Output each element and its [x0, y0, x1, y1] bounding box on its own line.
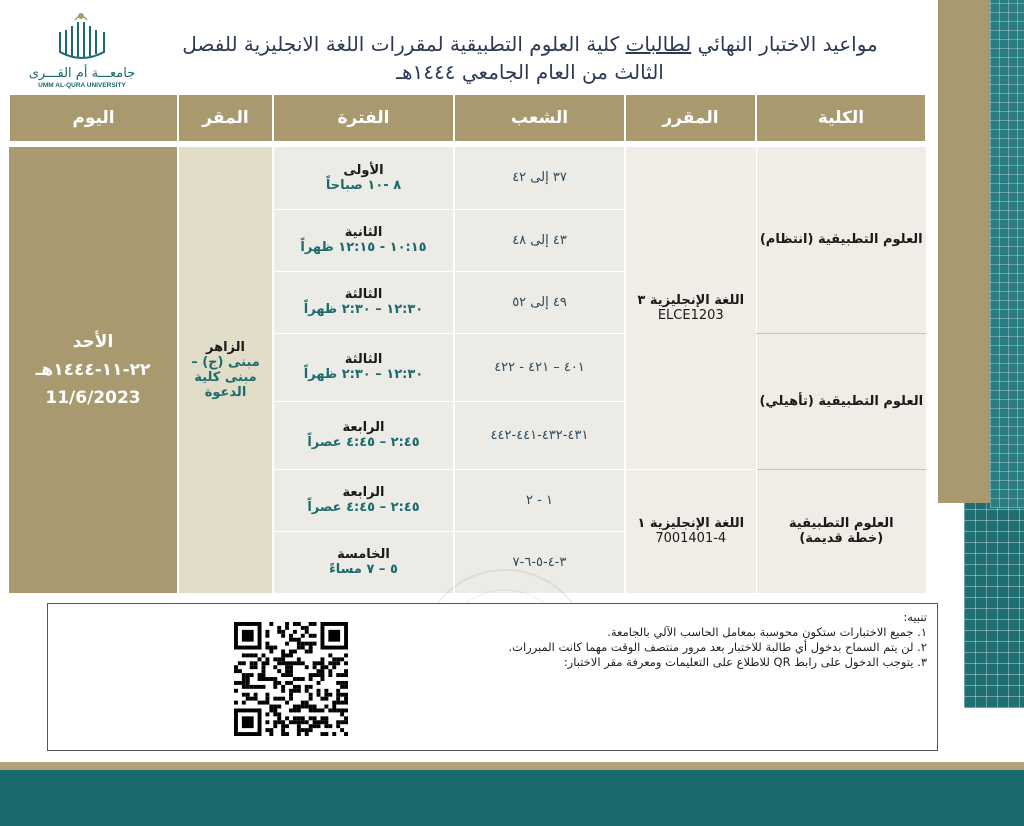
logo-emblem-icon: [22, 8, 142, 66]
period-name: الثانية: [344, 225, 383, 240]
right-pattern-strip: [990, 0, 1024, 508]
venue-cell: [178, 147, 273, 593]
venue-line: مبنى (ج) –: [191, 355, 260, 370]
period-time: ٢:٤٥ – ٤:٤٥ عصراً: [307, 435, 420, 450]
notice-item: ٣. يتوجب الدخول على رابط QR للاطلاع على التعليمات ومعرفة مقر الاختبار:: [563, 655, 927, 669]
period-cell: [273, 271, 454, 333]
notice-text: [407, 610, 927, 670]
college-cell: العلوم التطبيقية (انتظام): [756, 147, 926, 333]
venue-line: الدعوة: [204, 385, 247, 400]
course-code: ELCE1203: [657, 307, 724, 323]
title-underlined-word: لطالبات: [625, 32, 692, 56]
sections-cell: ٣-٤-٥-٦-٧: [454, 531, 625, 593]
logo-english-text: UMM AL-QURA UNIVERSITY: [38, 82, 126, 89]
course-code: 7001401-4: [655, 531, 727, 547]
notice-box: [47, 603, 938, 751]
table-header-row: [9, 95, 926, 141]
course-name: اللغة الإنجليزية ٣: [637, 292, 745, 308]
title-text-b: كلية العلوم التطبيقية لمقررات اللغة الانجليزية للفصل: [182, 32, 626, 56]
header-day: اليوم: [9, 95, 178, 141]
bottom-teal-band: [0, 770, 1024, 826]
period-time: ١٠:١٥ - ١٢:١٥ ظهراً: [300, 240, 427, 255]
college-cell: [756, 469, 926, 593]
sections-cell: ٤٠١ – ٤٢١ - ٤٢٢: [454, 333, 625, 401]
header-college: الكلية: [756, 95, 926, 141]
sections-cell: ٤٣ إلى ٤٨: [454, 209, 625, 271]
sections-cell: ١ - ٢: [454, 469, 625, 531]
period-cell: [273, 401, 454, 469]
period-time: ٥ – ٧ مساءً: [329, 562, 398, 577]
period-cell: [273, 469, 454, 531]
exam-schedule-table: [8, 95, 927, 594]
title-text-a: مواعيد الاختبار النهائي: [691, 32, 878, 56]
header-venue: المقر: [178, 95, 273, 141]
title-line-2: الثالث من العام الجامعي ١٤٤٤هـ: [396, 60, 664, 84]
sections-cell: ٤٩ إلى ٥٢: [454, 271, 625, 333]
college-plan: (خطة قديمة): [799, 531, 884, 547]
sections-cell: ٣٧ إلى ٤٢: [454, 147, 625, 209]
page-title: [160, 30, 900, 86]
period-name: الرابعة: [342, 420, 385, 435]
period-cell: [273, 209, 454, 271]
notice-item: ٢. لن يتم السماح بدخول أي طالبة للاختبار بعد مرور منتصف الوقت مهما كانت المبررات.: [508, 640, 927, 654]
period-name: الأولى: [343, 162, 384, 178]
header-period: الفترة: [273, 95, 454, 141]
period-time: ٨ -١٠ صباحاً: [325, 177, 402, 193]
logo-arabic-text: جامعـــة أم القـــرى: [28, 66, 136, 81]
college-name: العلوم التطبيقية: [788, 516, 894, 532]
table-row: [9, 147, 926, 209]
period-cell: [273, 333, 454, 401]
day-gregorian-date: 11/6/2023: [45, 388, 141, 408]
gold-side-panel: [938, 0, 990, 503]
header-sections: الشعب: [454, 95, 625, 141]
period-time: ١٢:٣٠ – ٢:٣٠ ظهراً: [303, 302, 424, 317]
day-name: الأحد: [72, 332, 114, 352]
notice-item: ١. جميع الاختبارات ستكون محوسبة بمعامل الحاسب الآلي بالجامعة.: [607, 625, 927, 639]
period-name: الثالثة: [344, 287, 383, 302]
period-name: الثالثة: [344, 352, 383, 367]
course-cell: [625, 469, 756, 593]
bottom-gold-stripe: [0, 762, 1024, 770]
period-name: الخامسة: [337, 547, 390, 562]
notice-title: تنبيه:: [903, 610, 927, 624]
venue-line: مبنى كلية: [194, 370, 257, 385]
period-cell: [273, 147, 454, 209]
college-cell: العلوم التطبيقية (تأهيلي): [756, 333, 926, 469]
qr-code-icon[interactable]: [234, 622, 348, 736]
period-time: ١٢:٣٠ – ٢:٣٠ ظهراً: [303, 367, 424, 382]
period-time: ٢:٤٥ – ٤:٤٥ عصراً: [307, 500, 420, 515]
venue-line: الزاهر: [206, 340, 245, 355]
course-name: اللغة الإنجليزية ١: [637, 516, 745, 532]
period-name: الرابعة: [342, 485, 385, 500]
day-cell: [9, 147, 178, 593]
course-cell: [625, 147, 756, 469]
day-hijri-date: ٢٢-١١-١٤٤٤هـ: [35, 360, 151, 380]
title-line-1: [160, 30, 900, 58]
sections-cell: ٤٣١-٤٣٢-٤٤١-٤٤٢: [454, 401, 625, 469]
header-course: المقرر: [625, 95, 756, 141]
university-logo: [22, 8, 142, 90]
